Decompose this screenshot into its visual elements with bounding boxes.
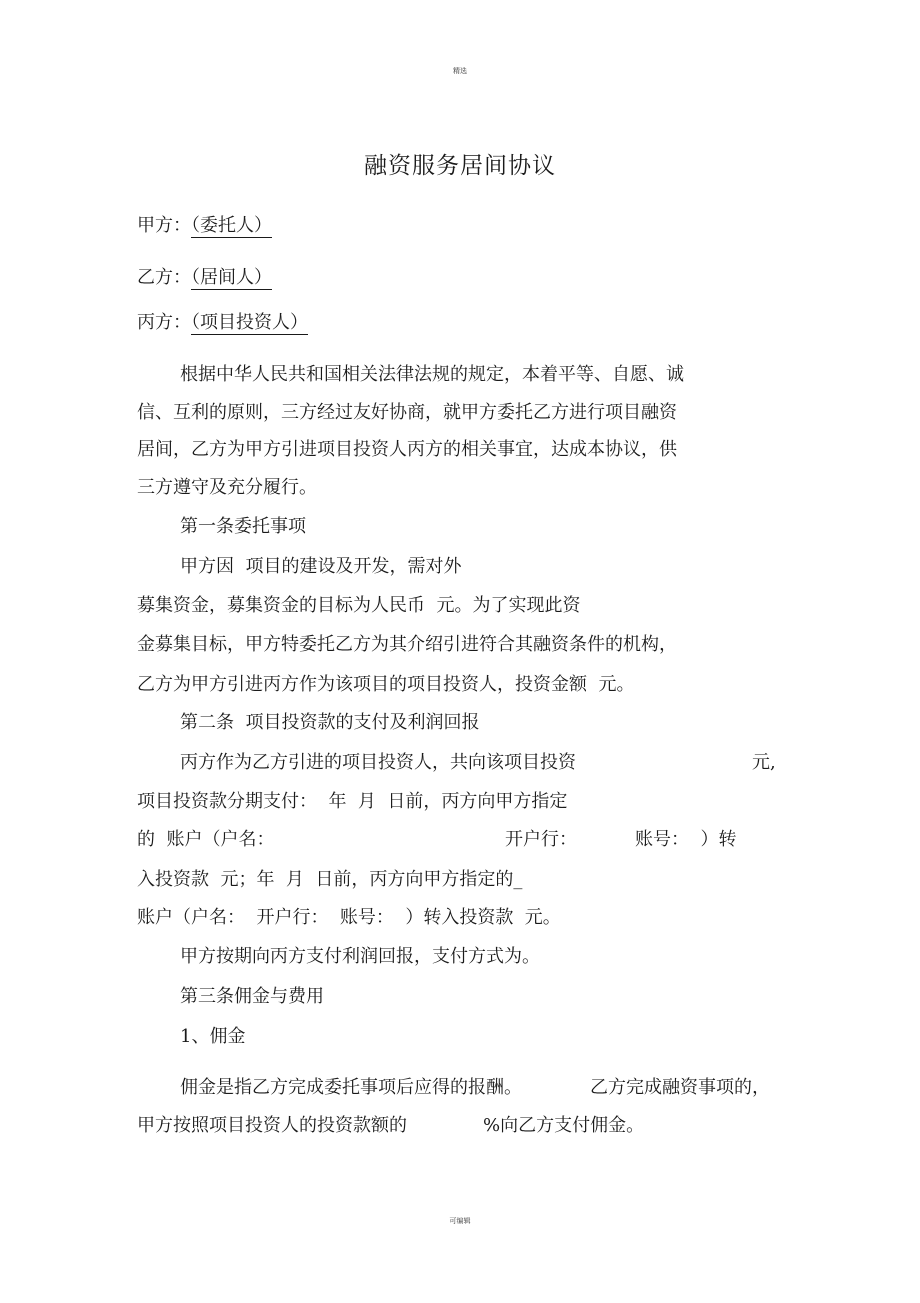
party-a-label: 甲方： [137, 215, 191, 236]
article3-line1-left: 佣金是指乙方完成委托事项后应得的报酬。 [180, 1077, 522, 1098]
party-b [137, 266, 272, 290]
intro-line: 居间，乙方为甲方引进项目投资人丙方的相关事宜，达成本协议，供 [137, 439, 677, 460]
intro-line: 根据中华人民共和国相关法律法规的规定，本着平等、自愿、诚 [180, 364, 684, 385]
article2-line3-a: 的 账户（户名： [137, 829, 275, 850]
article2-line2: 项目投资款分期支付： 年 月 日前，丙方向甲方指定 [137, 791, 568, 812]
article3-line2-right: %向乙方支付佣金。 [483, 1115, 645, 1136]
party-c-label: 丙方： [137, 312, 191, 333]
party-c-value: （项目投资人） [191, 312, 308, 333]
footer-mark: 可编辑 [449, 1217, 471, 1225]
article3-line1-right: 乙方完成融资事项的， [590, 1077, 770, 1098]
article1-line: 金募集目标，甲方特委托乙方为其介绍引进符合其融资条件的机构， [137, 634, 677, 655]
article2-line4: 入投资款 元；年 月 日前，丙方向甲方指定的_ [137, 869, 523, 890]
article1-line: 乙方为甲方引进丙方作为该项目的项目投资人，投资金额 元。 [137, 674, 635, 695]
header-mark: 精选 [453, 67, 467, 75]
intro-line: 三方遵守及充分履行。 [137, 477, 317, 498]
article3-line2-left: 甲方按照项目投资人的投资款额的 [137, 1115, 407, 1136]
document-title: 融资服务居间协议 [364, 153, 556, 179]
article1-line: 甲方因 项目的建设及开发，需对外 [180, 556, 462, 577]
party-b-value: （居间人） [191, 267, 272, 288]
party-b-label: 乙方： [137, 267, 191, 288]
party-c [137, 311, 308, 335]
article2-line1-right: 元, [752, 752, 776, 773]
article2-line3-c: 账号： ）转 [635, 829, 737, 850]
article3-heading: 第三条佣金与费用 [180, 986, 324, 1007]
article2-line5: 账户（户名： 开户行： 账号： ）转入投资款 元。 [137, 907, 561, 928]
article2-line6: 甲方按期向丙方支付利润回报，支付方式为。 [180, 946, 540, 967]
article2-line3-b: 开户行： [505, 829, 577, 850]
article2-line1-left: 丙方作为乙方引进的项目投资人，共向该项目投资 [180, 752, 576, 773]
article2-heading: 第二条 项目投资款的支付及利润回报 [180, 712, 480, 733]
article1-line: 募集资金，募集资金的目标为人民币 元。为了实现此资 [137, 595, 581, 616]
article3-subheading: 1、佣金 [180, 1026, 246, 1047]
party-a-value: （委托人） [191, 215, 272, 236]
intro-line: 信、互利的原则，三方经过友好协商，就甲方委托乙方进行项目融资 [137, 402, 677, 423]
article1-heading: 第一条委托事项 [180, 516, 306, 537]
party-a [137, 214, 272, 238]
